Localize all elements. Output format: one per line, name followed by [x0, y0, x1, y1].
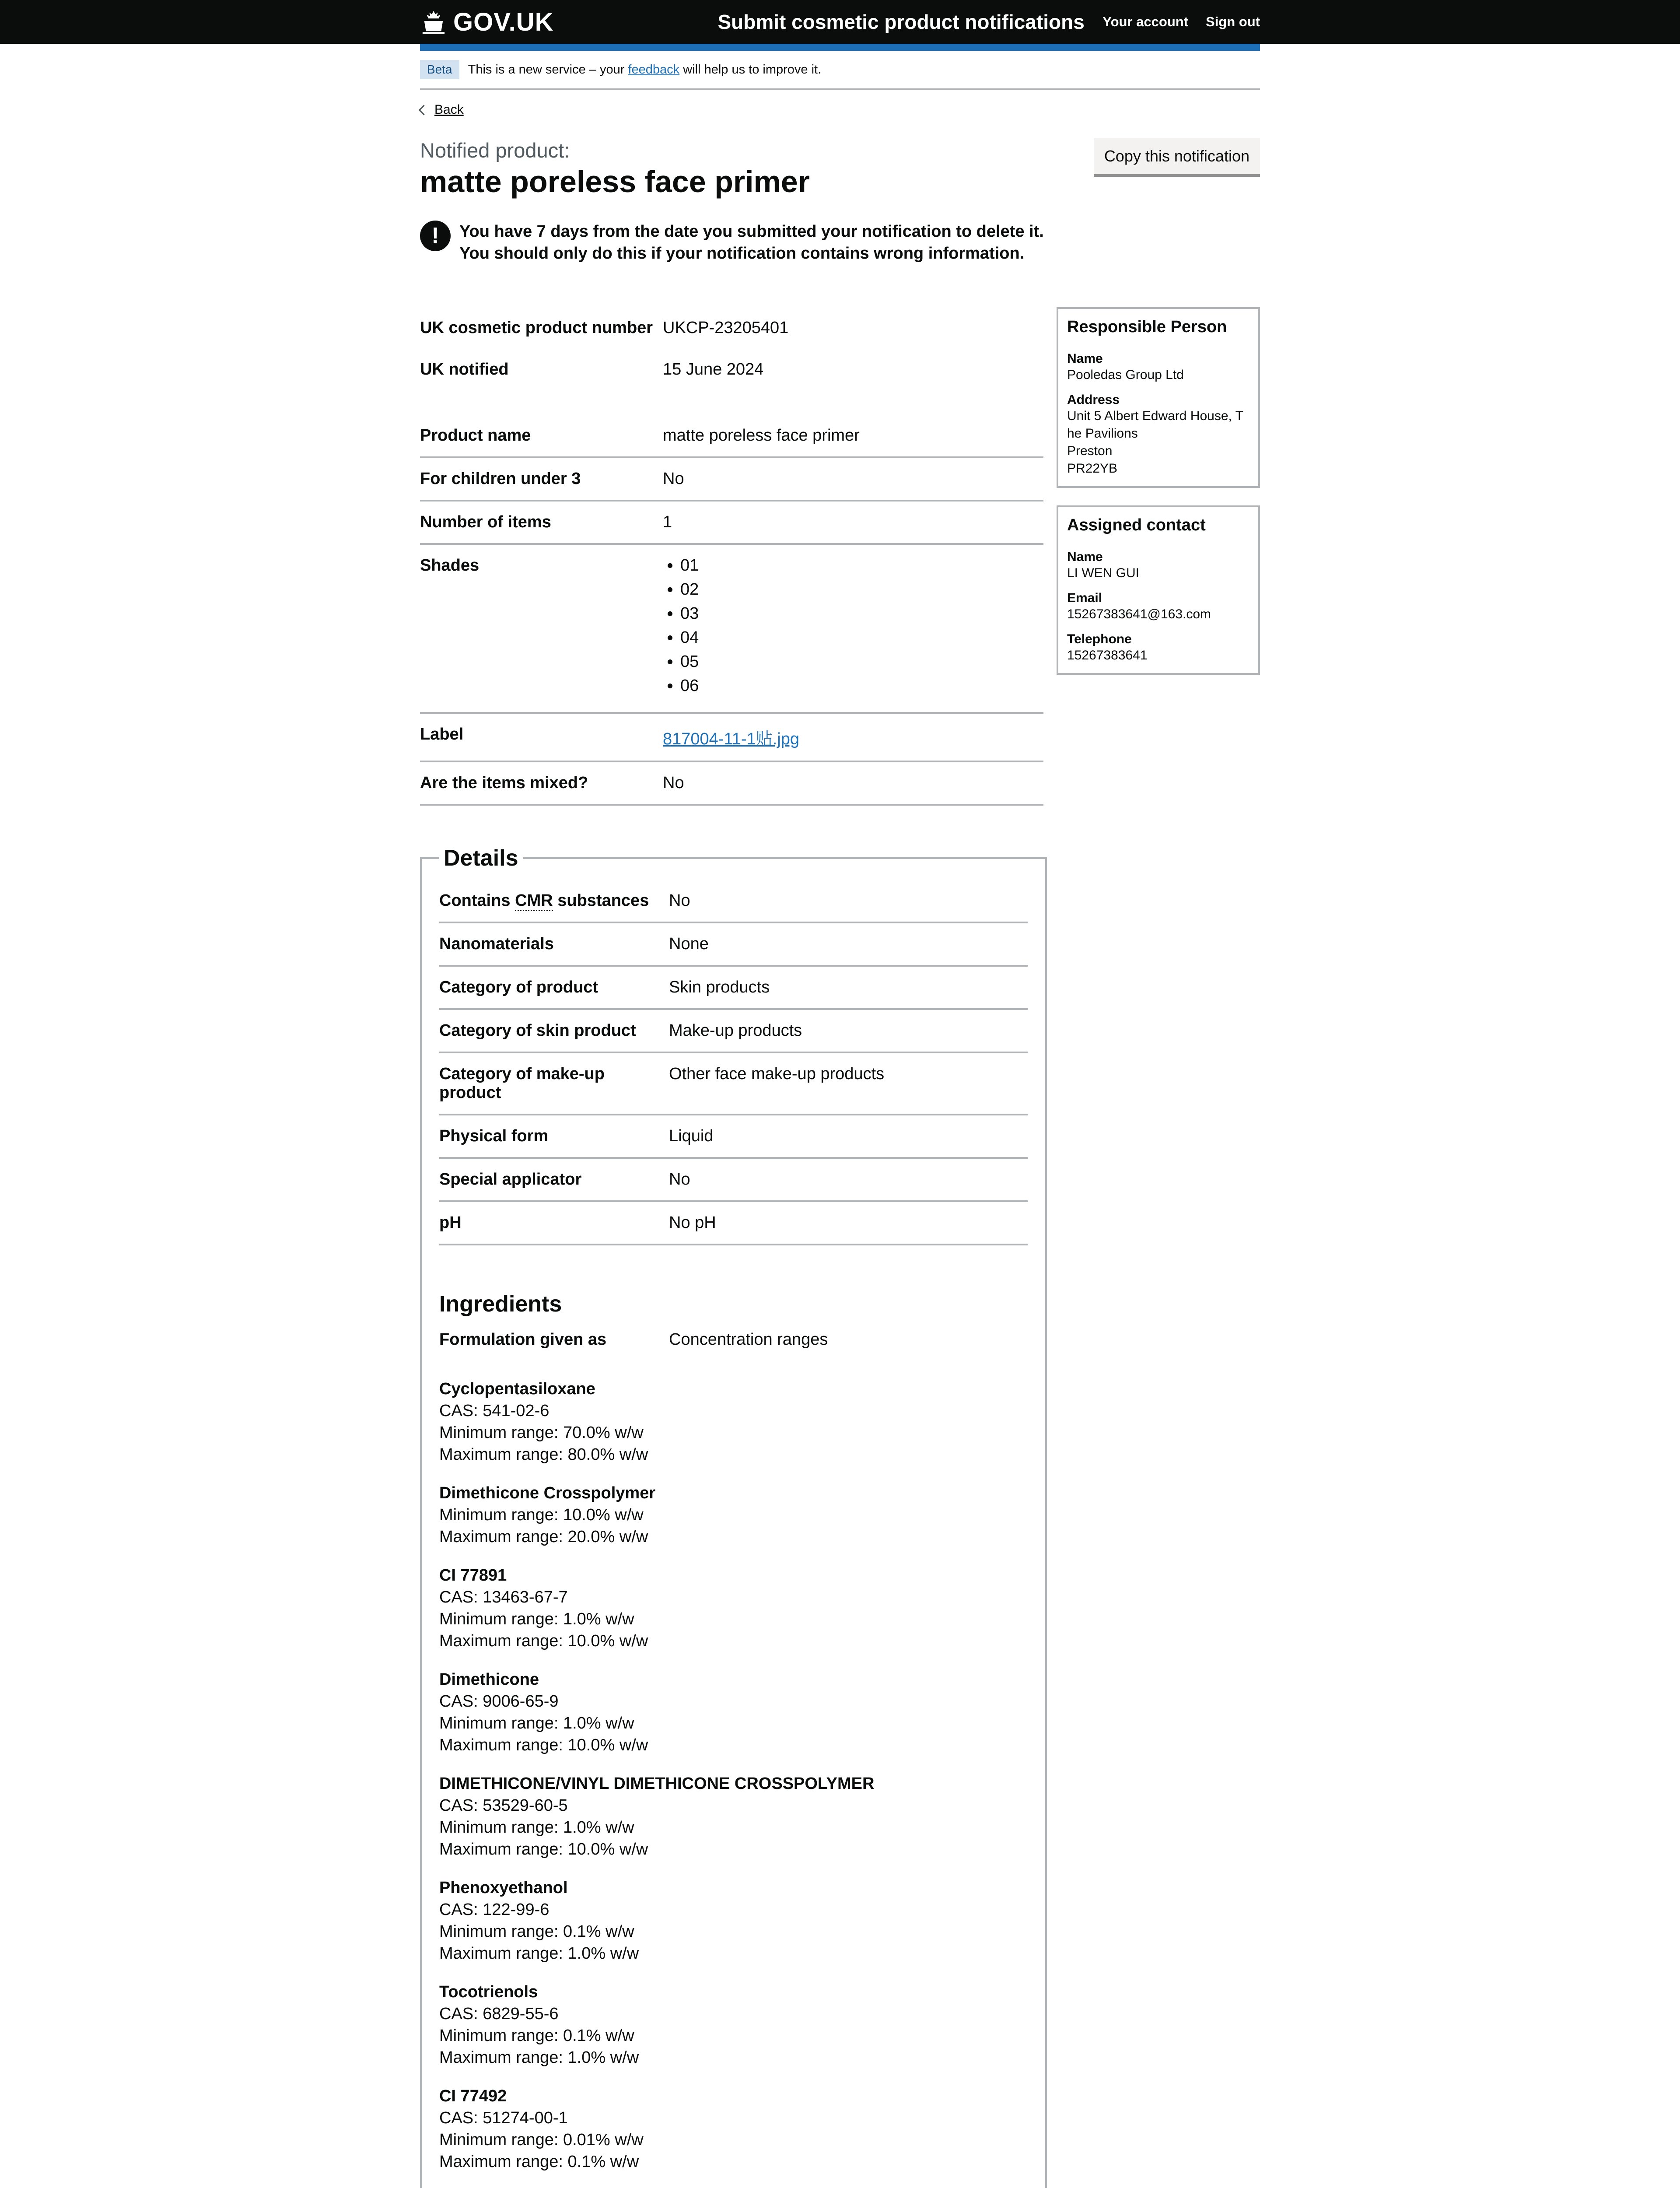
ingredient: [439, 1877, 1028, 1964]
header-nav: [1102, 14, 1260, 30]
warning-message: You have 7 days from the date you submitted your notification to delete it. You should only do this if your notification contains wrong information.: [459, 222, 1044, 263]
title-row: [420, 138, 1260, 200]
shade-item: • 03: [680, 604, 1043, 623]
summary-key: Are the items mixed?: [420, 774, 588, 792]
back-link-container: [420, 102, 1260, 117]
cmr-key-suffix: substances: [557, 891, 649, 910]
summary-key: Physical form: [439, 1127, 549, 1145]
phase-banner: [420, 51, 1260, 90]
cmr-abbr: CMR: [515, 891, 553, 911]
summary-row: [420, 545, 1043, 714]
crown-icon: [420, 9, 447, 35]
ingredient-cas: CAS: 541-02-6: [439, 1402, 550, 1420]
logo-text: GOV.UK: [453, 7, 554, 36]
phase-text-before: This is a new service – your: [468, 62, 625, 77]
ingredient-cas: CAS: 53529-60-5: [439, 1796, 568, 1815]
ingredient: [439, 2085, 1028, 2173]
summary-key: UK cosmetic product number: [420, 319, 653, 337]
your-account-link[interactable]: Your account: [1102, 14, 1189, 29]
ingredient: [439, 1378, 1028, 1466]
cmr-key-prefix: Contains: [439, 891, 511, 910]
contact-name: LI WEN GUI: [1067, 566, 1140, 580]
summary-row: [439, 880, 1028, 923]
summary-key: pH: [439, 1213, 462, 1232]
summary-notification: [420, 307, 1043, 390]
summary-value: 1: [663, 513, 672, 531]
ingredient-name: Cyclopentasiloxane: [439, 1380, 595, 1398]
panel-label: Telephone: [1067, 632, 1132, 646]
summary-row: [439, 1159, 1028, 1202]
ingredient-min: Minimum range: 10.0% w/w: [439, 1506, 644, 1524]
ingredient-name: Phenoxyethanol: [439, 1879, 568, 1897]
beta-tag: Beta: [420, 60, 459, 79]
ingredient-name: CI 77891: [439, 1566, 507, 1585]
ingredient-name: DIMETHICONE/VINYL DIMETHICONE CROSSPOLYMER: [439, 1774, 875, 1793]
ingredient-min: Minimum range: 0.01% w/w: [439, 2131, 644, 2149]
summary-row: [420, 501, 1043, 545]
shade-item: • 06: [680, 677, 1043, 695]
contact-telephone: 15267383641: [1067, 648, 1148, 663]
details-summary: [439, 880, 1028, 1245]
panel-label: Email: [1067, 591, 1102, 605]
assigned-contact-panel: [1057, 505, 1260, 675]
details-legend: Details: [444, 845, 518, 871]
ingredient-min: Minimum range: 1.0% w/w: [439, 1714, 634, 1732]
summary-key: Shades: [420, 556, 480, 575]
ingredient-name: CI 77492: [439, 2087, 507, 2105]
ingredient-max: Maximum range: 1.0% w/w: [439, 2048, 639, 2067]
page-container: [420, 51, 1260, 2188]
summary-key: For children under 3: [420, 470, 581, 488]
ingredient-min: Minimum range: 1.0% w/w: [439, 1818, 634, 1837]
ingredient-cas: CAS: 122-99-6: [439, 1900, 550, 1919]
ingredient-max: Maximum range: 20.0% w/w: [439, 1528, 648, 1546]
page-caption: Notified product:: [420, 139, 570, 162]
details-fieldset: [420, 845, 1047, 2188]
ingredient-max: Maximum range: 10.0% w/w: [439, 1840, 648, 1858]
rp-address-line: Unit 5 Albert Edward House, The Pavilions: [1067, 409, 1243, 441]
copy-notification-button[interactable]: Copy this notification: [1094, 138, 1260, 174]
summary-key: Special applicator: [439, 1170, 582, 1189]
responsible-person-panel: [1057, 307, 1260, 488]
summary-value: Concentration ranges: [669, 1330, 828, 1349]
summary-value: [663, 725, 1043, 749]
ingredient-max: Maximum range: 80.0% w/w: [439, 1445, 648, 1464]
summary-row: [439, 1053, 1028, 1115]
summary-key: Product name: [420, 426, 531, 445]
summary-value: No: [669, 891, 690, 910]
ingredient-min: Minimum range: 70.0% w/w: [439, 1424, 644, 1442]
ingredient: [439, 1981, 1028, 2069]
warning-text: [420, 221, 1050, 264]
exclamation-icon: !: [420, 221, 451, 251]
chevron-left-icon: [418, 105, 429, 115]
summary-value: UKCP-23205401: [663, 319, 789, 337]
ingredient-cas: CAS: 6829-55-6: [439, 2005, 559, 2023]
ingredient: [439, 1773, 1028, 1860]
summary-value: No: [663, 470, 684, 488]
summary-value: None: [669, 935, 709, 953]
panel-label: Name: [1067, 351, 1103, 366]
ingredient: [439, 1669, 1028, 1756]
summary-row: [420, 349, 1043, 390]
ingredient-max: Maximum range: 0.1% w/w: [439, 2153, 639, 2171]
summary-row: [420, 458, 1043, 501]
summary-row: [439, 923, 1028, 967]
summary-key: Category of product: [439, 978, 598, 996]
rp-address-line: Preston: [1067, 444, 1113, 458]
summary-key: UK notified: [420, 360, 509, 379]
ingredient-cas: CAS: 51274-00-1: [439, 2109, 568, 2127]
ingredients-list: [439, 1378, 1028, 2188]
summary-value: 15 June 2024: [663, 360, 764, 379]
summary-key: Formulation given as: [439, 1330, 607, 1349]
ingredient: [439, 1482, 1028, 1548]
ingredient-name: Dimethicone: [439, 1670, 539, 1689]
summary-value: No: [663, 774, 684, 792]
summary-key: Category of make-up product: [439, 1065, 605, 1102]
summary-value: Liquid: [669, 1127, 714, 1145]
ingredient-name: Dimethicone Crosspolymer: [439, 1484, 656, 1502]
formulation-row: [439, 1330, 1028, 1360]
panel-heading: Assigned contact: [1067, 516, 1206, 534]
summary-row: [439, 1010, 1028, 1053]
sidebar: [1057, 307, 1260, 2188]
summary-row: [420, 307, 1043, 349]
ingredient-min: Minimum range: 1.0% w/w: [439, 1610, 634, 1628]
summary-value: No pH: [669, 1213, 716, 1232]
service-name[interactable]: Submit cosmetic product notifications: [718, 11, 1085, 33]
ingredient-cas: CAS: 13463-67-7: [439, 1588, 568, 1606]
summary-row: [420, 714, 1043, 762]
summary-key: Label: [420, 725, 464, 743]
summary-key: Number of items: [420, 513, 551, 531]
summary-value: matte poreless face primer: [663, 426, 860, 445]
summary-value: [663, 556, 1043, 701]
header-blue-bar: [420, 44, 1260, 51]
summary-value: No: [669, 1170, 690, 1189]
ingredient-max: Maximum range: 1.0% w/w: [439, 1944, 639, 1963]
summary-value: Make-up products: [669, 1021, 802, 1040]
content: [420, 307, 1260, 2188]
summary-key: Nanomaterials: [439, 935, 554, 953]
shades-list: [663, 556, 1043, 695]
main-column: [420, 307, 1043, 2188]
ingredients-heading: Ingredients: [439, 1291, 562, 1317]
summary-row: [439, 1115, 1028, 1159]
summary-row: [439, 1202, 1028, 1245]
panel-heading: Responsible Person: [1067, 318, 1227, 336]
ingredient-min: Minimum range: 0.1% w/w: [439, 2027, 634, 2045]
ingredient-max: Maximum range: 10.0% w/w: [439, 1632, 648, 1650]
summary-product: [420, 415, 1043, 806]
summary-key: [439, 891, 669, 910]
feedback-link[interactable]: feedback: [628, 62, 680, 77]
rp-name: Pooledas Group Ltd: [1067, 368, 1184, 382]
shade-item: • 04: [680, 628, 1043, 647]
contact-email: 15267383641@163.com: [1067, 607, 1211, 621]
govuk-logo[interactable]: [420, 7, 553, 37]
panel-label: Address: [1067, 393, 1120, 407]
shade-item: • 01: [680, 556, 1043, 575]
ingredient: [439, 1564, 1028, 1652]
summary-row: [439, 967, 1028, 1010]
ingredient-max: Maximum range: 10.0% w/w: [439, 1736, 648, 1754]
shade-item: • 05: [680, 652, 1043, 671]
label-file-link[interactable]: 817004-11-1贴.jpg: [663, 730, 799, 748]
phase-text-after: will help us to improve it.: [683, 62, 822, 77]
shade-item: • 02: [680, 580, 1043, 599]
ingredient-cas: CAS: 9006-65-9: [439, 1692, 559, 1711]
panel-label: Name: [1067, 550, 1103, 564]
back-link[interactable]: Back: [434, 102, 464, 117]
govuk-header: [0, 0, 1680, 44]
ingredient-name: Tocotrienols: [439, 1983, 538, 2001]
summary-value: Other face make-up products: [669, 1065, 885, 1083]
rp-address-line: PR22YB: [1067, 461, 1118, 476]
summary-value: Skin products: [669, 978, 770, 996]
ingredient-min: Minimum range: 0.1% w/w: [439, 1922, 634, 1941]
summary-key: Category of skin product: [439, 1021, 636, 1040]
page-title: matte poreless face primer: [420, 165, 810, 199]
sign-out-link[interactable]: Sign out: [1206, 14, 1260, 29]
summary-row: [420, 762, 1043, 806]
summary-row: [420, 415, 1043, 458]
